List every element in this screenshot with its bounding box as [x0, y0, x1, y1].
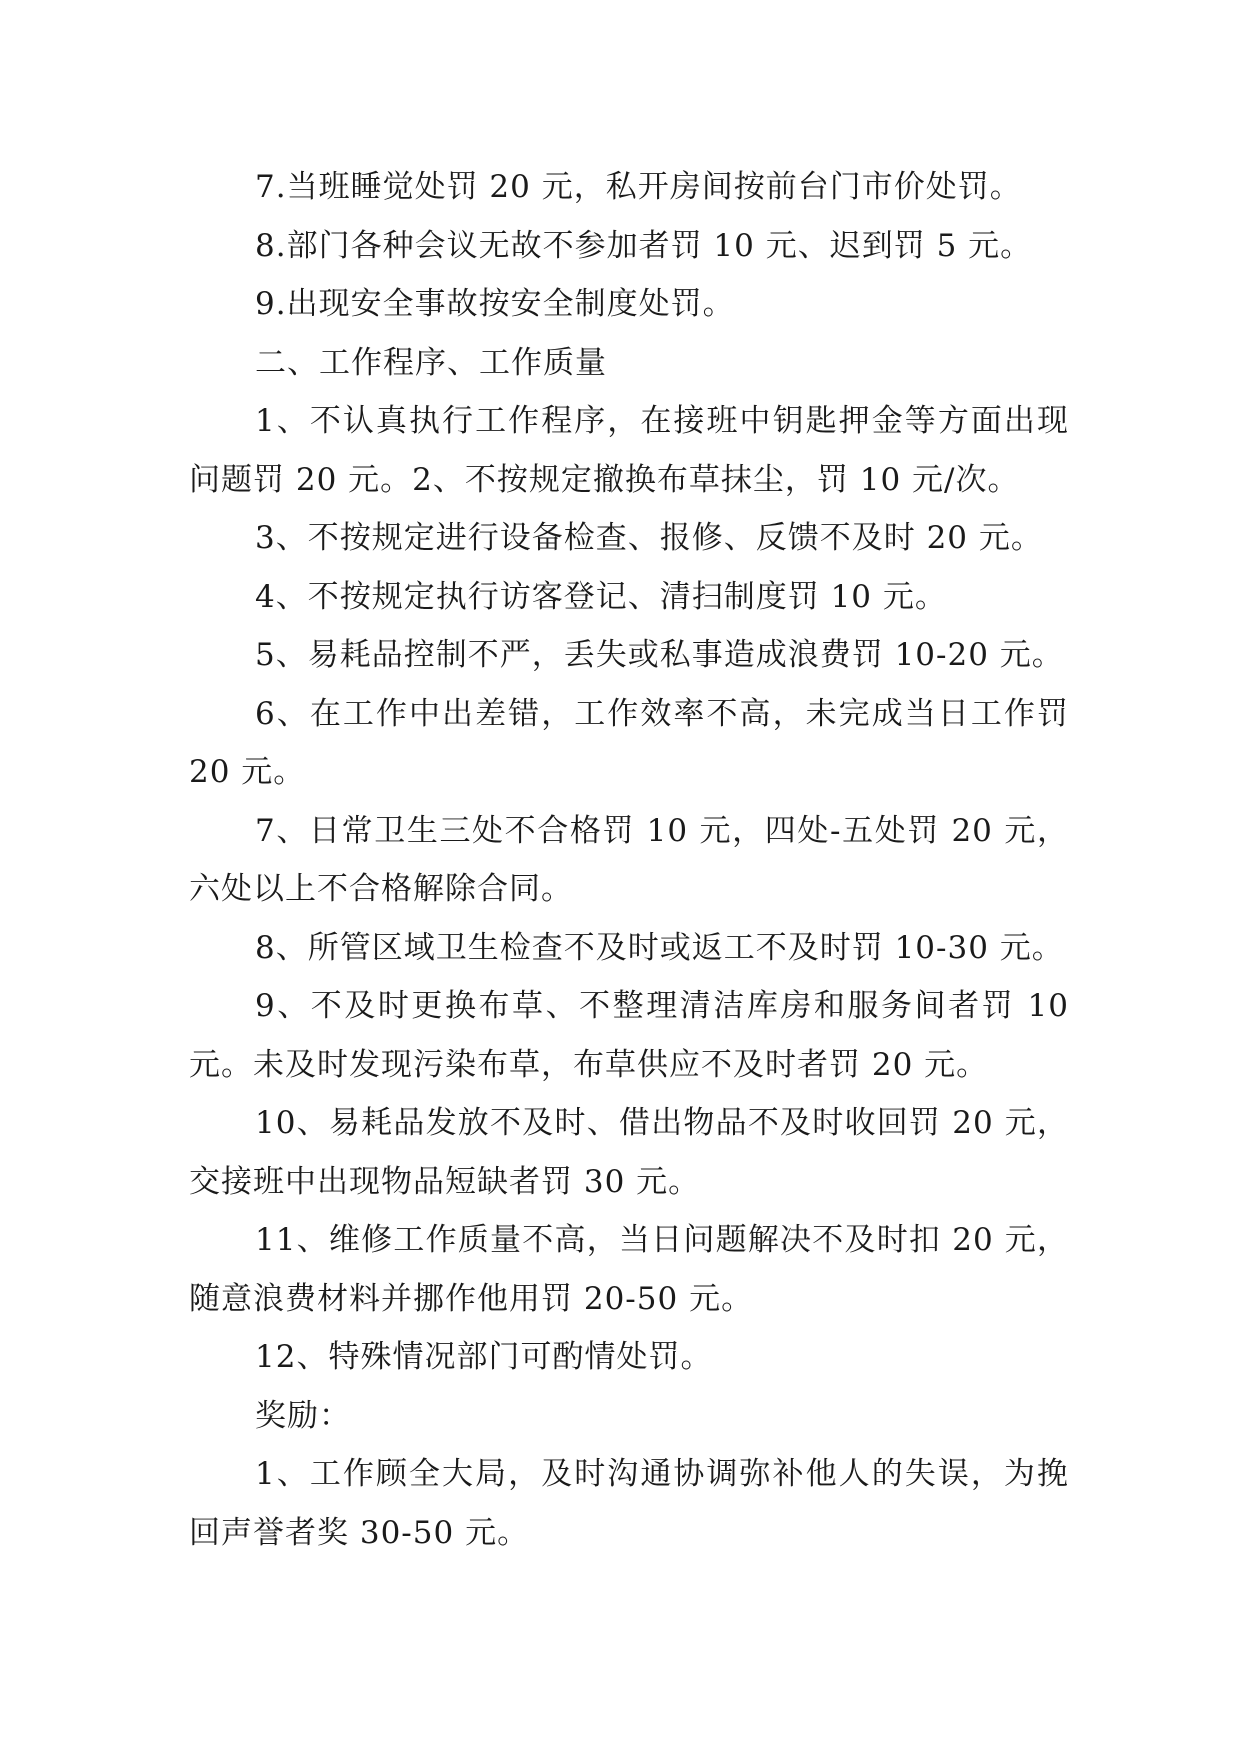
section-heading: 二、工作程序、工作质量: [255, 344, 607, 381]
paragraph: 8、所管区域卫生检查不及时或返工不及时罚 10-30 元。: [255, 929, 1064, 966]
paragraph: 4、不按规定执行访客登记、清扫制度罚 10 元。: [255, 578, 947, 615]
section-heading: 奖励：: [255, 1397, 351, 1434]
paragraph: 6、在工作中出差错，工作效率不高，未完成当日工作罚 20 元。: [189, 695, 1069, 790]
paragraph: 10、易耗品发放不及时、借出物品不及时收回罚 20 元，交接班中出现物品短缺者罚 30 元。: [189, 1105, 1069, 1200]
paragraph: 11、维修工作质量不高，当日问题解决不及时扣 20 元，随意浪费材料并挪作他用罚 20-50 元。: [189, 1222, 1069, 1317]
paragraph: 5、易耗品控制不严，丢失或私事造成浪费罚 10-20 元。: [255, 637, 1064, 673]
paragraph: 7、日常卫生三处不合格罚 10 元，四处-五处罚 20 元，六处以上不合格解除合同。: [189, 812, 1069, 907]
paragraph: 3、不按规定进行设备检查、报修、反馈不及时 20 元。: [255, 520, 1043, 556]
paragraph: 9.出现安全事故按安全制度处罚。: [255, 286, 735, 322]
document-body: [189, 158, 1069, 1562]
paragraph: 12、特殊情况部门可酌情处罚。: [255, 1339, 713, 1375]
paragraph: 8.部门各种会议无故不参加者罚 10 元、迟到罚 5 元。: [255, 227, 1033, 264]
paragraph: 9、不及时更换布草、不整理清洁库房和服务间者罚 10 元。未及时发现污染布草，布草供应不及时者罚 20 元。: [189, 988, 1069, 1083]
paragraph: 1、不认真执行工作程序，在接班中钥匙押金等方面出现问题罚 20 元。2、不按规定撤换布草抹尘，罚 10 元/次。: [189, 403, 1069, 498]
paragraph: 7.当班睡觉处罚 20 元，私开房间按前台门市价处罚。: [255, 169, 1022, 205]
paragraph: 1、工作顾全大局，及时沟通协调弥补他人的失误，为挽回声誉者奖 30-50 元。: [189, 1456, 1069, 1551]
